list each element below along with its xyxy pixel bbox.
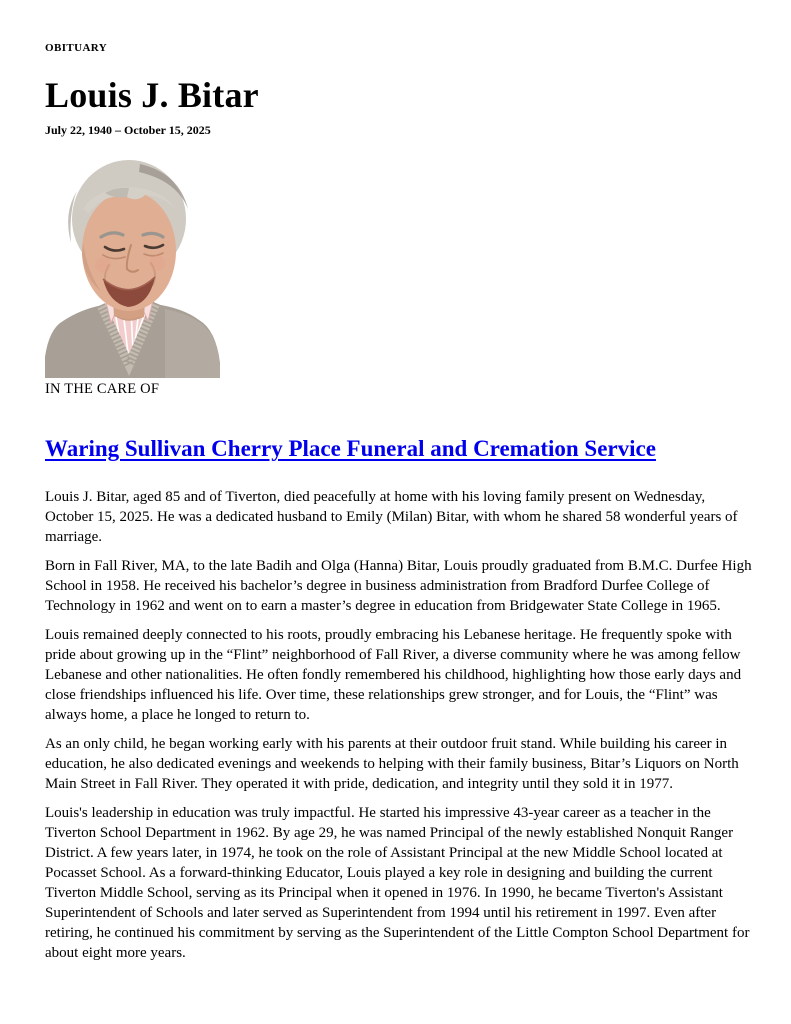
obituary-paragraph: Louis J. Bitar, aged 85 and of Tiverton, died peacefully at home with his loving family present on Wednesday, October 15, 2025. He was a dedicated husband to Emily (Milan) Bitar, with whom he shared 58 wonderful years of marriage. (45, 489, 738, 545)
obituary-paragraph: Louis's leadership in education was truly impactful. He started his impressive 43-year career as a teacher in the Tiverton School Department in 1962. By age 29, he was named Principal of the newly established Nonquit Ranger District. A few years later, in 1974, he took on the role of Assistant Principal at the new Middle School located at Pocasset School. As a forward-thinking Educator, Louis played a key role in designing and building the current Tiverton Middle School, serving as its Principal when it opened in 1976. In 1990, he became Tiverton's Assistant Superintendent of Schools and later served as Superintendent from 1994 until his retirement in 1997. Even after retiring, he continued his commitment by serving as the Superintendent of the Little Compton School Department for about eight more years. (45, 805, 750, 961)
obituary-paragraph: Louis remained deeply connected to his roots, proudly embracing his Lebanese heritage. He frequently spoke with pride about growing up in the “Flint” neighborhood of Fall River, a diverse community where he was among fellow Lebanese and other nationalities. He often fondly remembered his childhood, highlighting how those early days and close friendships influenced his life. Over time, these relationships grew stronger, and for Louis, the “Flint” was always home, a place he longed to return to. (45, 627, 742, 723)
portrait-illustration (45, 151, 221, 378)
care-label: IN THE CARE OF (45, 381, 160, 397)
obituary-paragraph: Born in Fall River, MA, to the late Badih and Olga (Hanna) Bitar, Louis proudly graduated from B.M.C. Durfee High School in 1958. He received his bachelor’s degree in business administration from Bradford Durfee College of Technology in 1962 and went on to earn a master’s degree in education from Bridgewater State College in 1965. (45, 558, 752, 614)
funeral-home-link[interactable]: Waring Sullivan Cherry Place Funeral and Cremation Service (45, 436, 656, 461)
obituary-body (45, 487, 753, 963)
portrait-photo (45, 151, 221, 378)
section-label: OBITUARY (45, 42, 108, 54)
life-dates: July 22, 1940 – October 15, 2025 (45, 123, 211, 137)
obituary-paragraph: As an only child, he began working early with his parents at their outdoor fruit stand. While building his career in education, he also dedicated evenings and weekends to helping with their family business, Bitar’s Liquors on North Main Street in Fall River. They operated it with pride, dedication, and integrity until they sold it in 1977. (45, 736, 739, 792)
funeral-home-heading (45, 435, 751, 462)
page-title: Louis J. Bitar (45, 75, 259, 115)
